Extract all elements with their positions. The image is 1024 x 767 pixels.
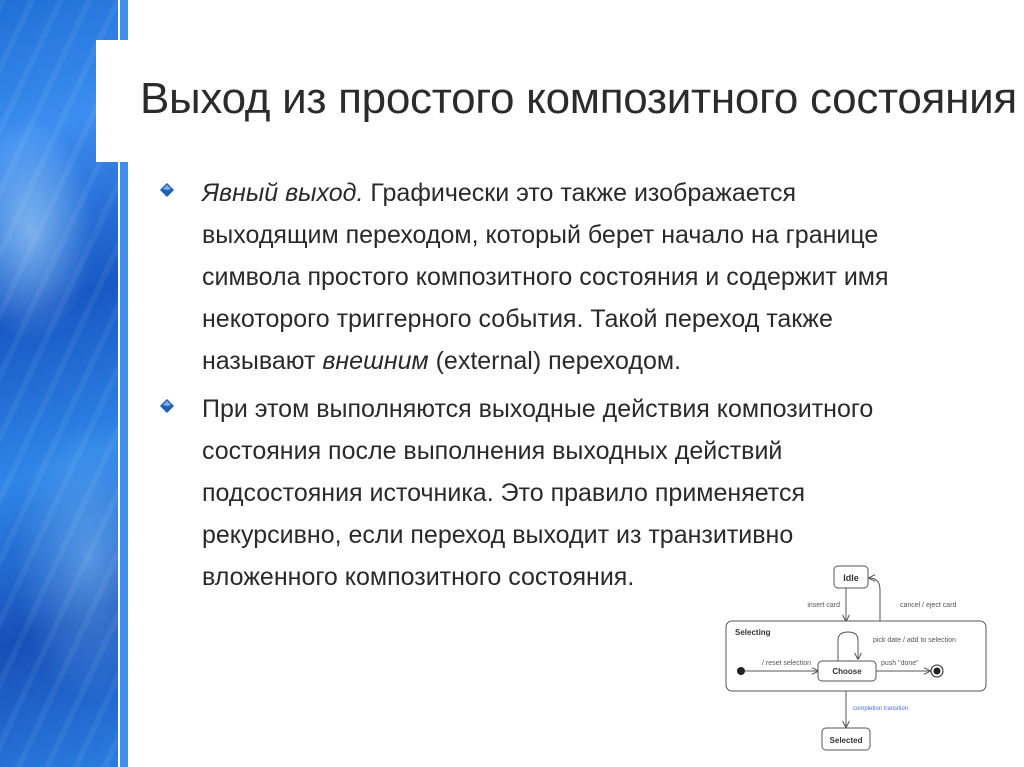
title-tab-decoration bbox=[96, 40, 128, 162]
bullet-item-explicit-exit bbox=[160, 172, 980, 382]
transition-insert-card-label: insert card bbox=[807, 602, 840, 609]
state-idle-label: Idle bbox=[843, 573, 859, 583]
initial-pseudostate bbox=[737, 667, 745, 675]
bullet-line: называют внешним (external) переходом. bbox=[202, 347, 682, 375]
transition-push-done-label: push "done" bbox=[881, 660, 919, 667]
diamond-bullet-icon bbox=[160, 399, 174, 413]
bullet-line: выходящим переходом, который берет начало на границе bbox=[202, 221, 879, 249]
final-state-core bbox=[934, 668, 941, 675]
bullet-line: рекурсивно, если переход выходит из транзитивно bbox=[202, 521, 794, 549]
slide-title: Выход из простого композитного состояния bbox=[140, 74, 1017, 123]
transition-pick-date-label: pick date / add to selection bbox=[873, 637, 956, 644]
state-selected-label: Selected bbox=[829, 736, 863, 745]
bullet-line: Явный выход. Графически это также изображается bbox=[202, 179, 797, 207]
transition-cancel-eject bbox=[869, 578, 880, 621]
state-choose-label: Choose bbox=[832, 667, 862, 676]
bullet-line: некоторого триггерного события. Такой переход также bbox=[202, 305, 833, 333]
bullet-line: состояния после выполнения выходных действий bbox=[202, 437, 783, 465]
bullet-line: вложенного композитного состояния. bbox=[202, 563, 635, 591]
transition-completion-label: completion transition bbox=[853, 706, 909, 712]
bullet-line: подсостояния источника. Это правило применяется bbox=[202, 479, 806, 507]
diamond-bullet-icon bbox=[160, 183, 174, 197]
state-machine-diagram bbox=[720, 560, 1010, 760]
transition-cancel-eject-label: cancel / eject card bbox=[900, 602, 957, 609]
composite-state-selecting-label: Selecting bbox=[735, 628, 771, 637]
transition-reset-selection-label: / reset selection bbox=[762, 660, 812, 667]
bullet-line: При этом выполняются выходные действия композитного bbox=[202, 395, 874, 423]
bullet-list bbox=[160, 172, 980, 598]
bullet-line: символа простого композитного состояния и содержит имя bbox=[202, 263, 889, 291]
